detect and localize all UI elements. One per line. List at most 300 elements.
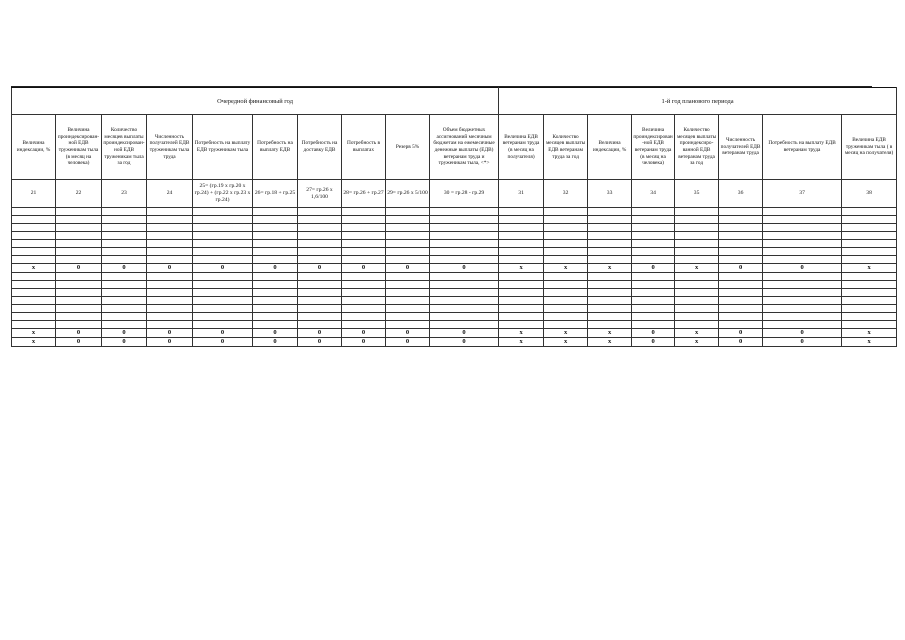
table-cell [842,248,897,256]
table-cell [298,232,342,240]
table-cell [253,321,298,329]
table-cell [386,289,430,297]
table-cell [632,240,675,248]
table-cell [632,224,675,232]
budget-table [11,87,897,347]
table-row-empty [12,224,897,232]
table-cell [102,305,147,313]
table-cell [253,232,298,240]
table-cell [12,305,56,313]
table-cell [386,305,430,313]
table-cell [193,224,253,232]
table-cell [763,248,842,256]
table-cell-value: 0 [147,264,193,273]
table-cell [588,321,632,329]
table-cell-value: 0 [430,264,499,273]
table-row-empty [12,208,897,216]
table-cell [298,289,342,297]
table-cell-value: x [675,264,719,273]
table-cell-value: 0 [102,264,147,273]
table-cell [588,232,632,240]
table-cell [499,305,544,313]
table-cell-value: x [675,329,719,338]
table-cell-value: 0 [102,338,147,347]
table-cell [386,273,430,281]
table-row-empty [12,256,897,264]
table-cell-value: x [675,338,719,347]
table-row-empty [12,216,897,224]
table-cell [147,256,193,264]
column-number: 25= (гр.19 x гр.20 x гр.24) + (гр.22 x гр.23 x гр.24) [193,180,253,208]
table-cell [588,256,632,264]
table-cell [386,281,430,289]
table-cell [386,232,430,240]
table-cell [193,321,253,329]
table-row-empty [12,281,897,289]
table-cell [298,297,342,305]
table-cell-value: x [588,264,632,273]
table-cell [675,216,719,224]
table-cell [298,256,342,264]
group-header-row [12,88,897,115]
table-cell [253,224,298,232]
table-cell [842,297,897,305]
table-cell [544,313,588,321]
table-cell [102,248,147,256]
table-cell [842,273,897,281]
table-cell-value: 0 [632,264,675,273]
table-cell [675,256,719,264]
column-header: Количество месяцев выплаты проиндексиро-ванной ЕДВ ветеранам труда за год [675,115,719,180]
table-cell-value: 0 [56,329,102,338]
table-cell [544,232,588,240]
table-cell [675,208,719,216]
table-cell [719,305,763,313]
table-cell [544,208,588,216]
table-cell [588,297,632,305]
column-header: Потребность на доставку ЕДВ [298,115,342,180]
table-row-empty [12,289,897,297]
table-cell [12,232,56,240]
table-cell [499,216,544,224]
table-cell [253,289,298,297]
table-cell [102,273,147,281]
table-cell [675,289,719,297]
table-cell [763,305,842,313]
table-cell [499,224,544,232]
table-cell [719,224,763,232]
table-cell [719,281,763,289]
table-cell [12,273,56,281]
column-number: 30 = гр.28 - гр.29 [430,180,499,208]
table-cell [342,321,386,329]
table-cell-value: x [499,338,544,347]
table-cell [632,305,675,313]
table-cell [102,216,147,224]
column-number: 26= гр.18 + гр.25 [253,180,298,208]
table-cell-value: 0 [342,264,386,273]
table-cell [298,321,342,329]
table-cell-value: x [12,329,56,338]
table-cell [253,256,298,264]
table-cell [342,232,386,240]
column-header: Количество месяцев выплаты ЕДВ ветеранам труда за год [544,115,588,180]
table-cell [719,232,763,240]
table-cell [544,305,588,313]
table-cell [342,248,386,256]
table-cell [253,273,298,281]
table-cell [342,313,386,321]
table-cell [102,289,147,297]
column-header: Потребность на выплату ЕДВ [253,115,298,180]
table-row-total [12,338,897,347]
table-cell [544,224,588,232]
table-cell [499,313,544,321]
column-header: Численность получателей ЕДВ труженикам тыла труда [147,115,193,180]
column-number-row [12,180,897,208]
table-cell-value: 0 [342,329,386,338]
table-cell-value: 0 [193,264,253,273]
table-cell-value: x [12,264,56,273]
column-header: Потребность на выплату ЕДВ труженикам тыла [193,115,253,180]
table-cell [386,321,430,329]
table-cell [147,297,193,305]
table-cell [56,313,102,321]
table-cell [56,281,102,289]
table-cell-value: 0 [193,329,253,338]
table-cell [386,216,430,224]
table-cell [12,224,56,232]
table-cell [56,321,102,329]
table-cell [632,273,675,281]
table-cell [342,281,386,289]
table-cell [544,297,588,305]
table-cell [102,281,147,289]
table-cell-value: 0 [763,338,842,347]
column-number: 21 [12,180,56,208]
table-cell [675,273,719,281]
table-cell [102,297,147,305]
column-header-row [12,115,897,180]
table-cell [763,240,842,248]
table-cell-value: 0 [147,338,193,347]
table-cell [763,273,842,281]
table-cell [632,256,675,264]
table-cell [193,240,253,248]
table-cell [632,289,675,297]
column-number: 37 [763,180,842,208]
table-cell [763,297,842,305]
table-cell [342,208,386,216]
column-header: Потребность на выплату ЕДВ ветеранам труда [763,115,842,180]
table-cell-value: 0 [632,338,675,347]
table-cell [386,256,430,264]
table-cell [588,216,632,224]
table-cell [588,208,632,216]
column-number: 36 [719,180,763,208]
table-cell [763,232,842,240]
table-cell [588,240,632,248]
column-header: Величина ЕДВ труженикам тыла ( в месяц на получателя) [842,115,897,180]
table-cell [430,248,499,256]
table-cell [193,248,253,256]
table-cell [588,305,632,313]
table-cell [193,297,253,305]
table-cell [675,297,719,305]
table-cell [102,256,147,264]
table-cell [56,224,102,232]
table-row-subtotal [12,329,897,338]
table-cell [253,216,298,224]
table-cell [298,224,342,232]
table-cell-value: 0 [253,329,298,338]
table-cell [499,248,544,256]
table-cell [588,281,632,289]
table-cell [544,256,588,264]
table-cell [386,313,430,321]
table-cell [253,297,298,305]
column-header: Величина проиндексирован-ной ЕДВ труженикам тыла (в месяц на человека) [56,115,102,180]
table-cell [102,321,147,329]
table-cell [386,240,430,248]
table-cell [193,313,253,321]
table-cell [298,313,342,321]
table-cell [499,208,544,216]
table-cell [430,313,499,321]
table-cell [842,256,897,264]
table-cell [842,240,897,248]
column-number: 29= гр.26 x 5/100 [386,180,430,208]
table-cell [842,313,897,321]
table-cell [499,297,544,305]
table-cell [719,313,763,321]
table-cell [588,248,632,256]
table-cell [763,289,842,297]
table-cell [386,224,430,232]
table-cell [544,281,588,289]
table-cell [147,232,193,240]
table-cell [253,248,298,256]
table-cell-value: x [544,264,588,273]
table-cell [632,297,675,305]
column-number: 35 [675,180,719,208]
table-cell [253,313,298,321]
group-current-year: Очередной финансовый год [12,88,499,115]
table-cell [763,216,842,224]
table-cell [298,208,342,216]
table-cell [298,281,342,289]
table-cell [147,321,193,329]
table-cell [719,321,763,329]
table-cell-value: x [842,329,897,338]
column-number: 23 [102,180,147,208]
table-cell [386,297,430,305]
table-cell [147,216,193,224]
table-cell-value: 0 [430,338,499,347]
table-cell-value: x [842,264,897,273]
table-cell-value: x [499,264,544,273]
table-cell-value: 0 [193,338,253,347]
table-cell [342,256,386,264]
table-cell [12,216,56,224]
table-cell [544,216,588,224]
table-cell-value: 0 [386,264,430,273]
table-cell [499,256,544,264]
table-cell [102,224,147,232]
table-cell [430,297,499,305]
table-cell [147,313,193,321]
table-cell [499,273,544,281]
column-number: 28= гр.26 + гр.27 [342,180,386,208]
table-cell [12,313,56,321]
table-cell [544,248,588,256]
table-cell [430,208,499,216]
column-header: Численность получателей ЕДВ ветеранам труда [719,115,763,180]
table-cell [842,208,897,216]
table-cell [193,281,253,289]
table-cell [430,232,499,240]
table-cell [763,224,842,232]
column-number: 34 [632,180,675,208]
table-cell [499,240,544,248]
table-cell [253,305,298,313]
table-cell [12,248,56,256]
table-cell [719,289,763,297]
table-cell [675,305,719,313]
table-cell [719,240,763,248]
table-cell [12,256,56,264]
table-cell-value: 0 [763,264,842,273]
table-cell [56,248,102,256]
table-cell [675,232,719,240]
table-cell [298,305,342,313]
table-cell [430,216,499,224]
table-cell-value: 0 [430,329,499,338]
column-header: Количество месяцев выплаты проиндексирован-ной ЕДВ труженикам тыла за год [102,115,147,180]
table-cell [675,281,719,289]
table-cell [632,321,675,329]
table-cell-value: x [588,338,632,347]
table-cell [147,281,193,289]
table-cell [56,216,102,224]
table-cell [102,232,147,240]
table-cell-value: 0 [298,329,342,338]
table-cell-value: x [499,329,544,338]
table-cell-value: 0 [253,338,298,347]
table-cell [342,297,386,305]
table-cell [632,313,675,321]
table-cell [193,273,253,281]
table-cell [56,273,102,281]
table-cell [193,256,253,264]
column-number: 24 [147,180,193,208]
column-number: 31 [499,180,544,208]
table-row-empty [12,297,897,305]
table-cell [193,305,253,313]
table-cell [147,208,193,216]
table-cell [588,224,632,232]
table-cell [842,216,897,224]
column-number: 33 [588,180,632,208]
table-cell [675,248,719,256]
table-cell-value: 0 [342,338,386,347]
table-cell [253,208,298,216]
table-cell [675,224,719,232]
table-cell-value: x [544,338,588,347]
table-cell [56,232,102,240]
table-cell-value: 0 [253,264,298,273]
table-cell [253,281,298,289]
table-cell [56,256,102,264]
column-number: 38 [842,180,897,208]
table-cell [632,208,675,216]
table-cell [719,208,763,216]
table-cell [56,305,102,313]
table-cell [12,297,56,305]
table-row-empty [12,248,897,256]
table-cell-value: 0 [386,329,430,338]
table-row-empty [12,240,897,248]
table-cell [499,232,544,240]
table-cell [193,289,253,297]
table-cell [632,216,675,224]
column-header: Величина проиндексирован-ной ЕДВ ветеранам труда (в месяц на человека) [632,115,675,180]
table-cell [499,281,544,289]
table-cell-value: 0 [719,329,763,338]
table-cell [430,273,499,281]
table-cell [342,289,386,297]
table-cell-value: 0 [56,264,102,273]
table-cell [842,232,897,240]
table-cell [147,289,193,297]
table-cell-value: 0 [147,329,193,338]
table-cell [298,216,342,224]
table-cell [253,240,298,248]
table-cell-value: 0 [719,264,763,273]
table-cell [430,240,499,248]
column-number: 27= гр.26 x 1,6/100 [298,180,342,208]
table-cell [193,208,253,216]
table-row-empty [12,305,897,313]
table-cell [298,248,342,256]
table-cell [544,289,588,297]
table-cell-value: 0 [298,338,342,347]
table-cell [544,240,588,248]
table-cell [763,281,842,289]
table-cell [430,256,499,264]
table-cell [12,281,56,289]
table-cell-value: 0 [386,338,430,347]
table-row-subtotal [12,264,897,273]
table-cell [588,289,632,297]
table-cell [147,248,193,256]
column-header: Потребность в выплатах [342,115,386,180]
table-cell [588,273,632,281]
column-header: Резерв 5% [386,115,430,180]
table-cell [12,321,56,329]
table-cell [632,281,675,289]
column-number: 32 [544,180,588,208]
table-cell [342,305,386,313]
column-number: 22 [56,180,102,208]
table-cell [632,232,675,240]
table-row-empty [12,273,897,281]
table-cell [675,240,719,248]
table-cell-value: x [544,329,588,338]
table-cell [193,232,253,240]
table-cell-value: x [842,338,897,347]
table-cell [719,248,763,256]
